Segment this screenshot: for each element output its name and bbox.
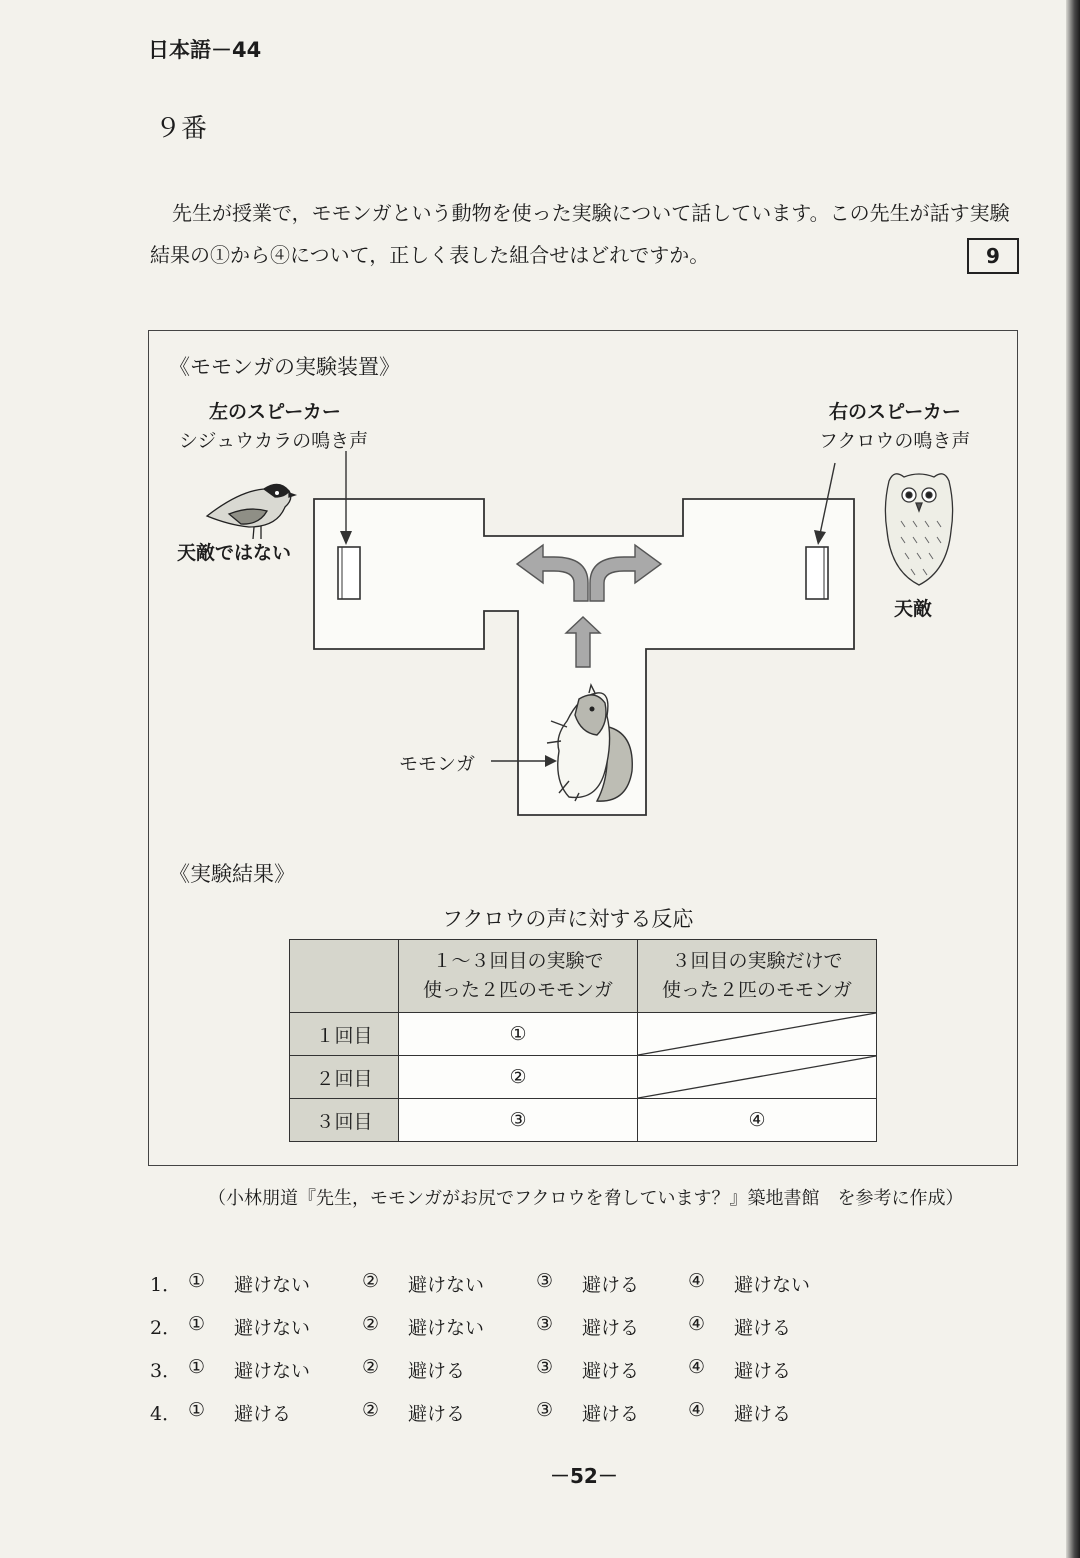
right-speaker-sound: フクロウの鳴き声 <box>819 430 971 452</box>
page-number: －52－ <box>550 1464 618 1488</box>
figure-box <box>148 330 1018 1166</box>
column-header-1: １～３回目の実験で 使った２匹のモモンガ <box>399 940 638 1013</box>
answer-number-box: 9 <box>967 238 1019 274</box>
column-header-2: ３回目の実験だけで 使った２匹のモモンガ <box>638 940 877 1013</box>
not-applicable-cell <box>638 1013 877 1056</box>
apparatus-title: 《モモンガの実験装置》 <box>169 355 400 379</box>
table-caption: フクロウの声に対する反応 <box>442 907 694 931</box>
right-speaker-icon <box>806 547 828 599</box>
table-row <box>290 1056 877 1099</box>
result-cell-3: ③ <box>399 1099 638 1142</box>
row-label: ３回目 <box>290 1099 399 1142</box>
table-row <box>290 1013 877 1056</box>
table-header-row <box>290 940 877 1013</box>
book-edge <box>1066 0 1080 1558</box>
source-citation: （小林朋道『先生，モモンガがお尻でフクロウを脅しています？』築地書館 を参考に作成） <box>208 1188 964 1209</box>
result-cell-1: ① <box>399 1013 638 1056</box>
question-prompt: 先生が授業で，モモンガという動物を使った実験について話しています。この先生が話す実験結果の①から④について，正しく表した組合せはどれですか。 <box>150 201 1010 267</box>
left-speaker-label: 左のスピーカー <box>209 401 341 423</box>
results-table <box>289 939 877 1142</box>
subject-header: 日本語－44 <box>148 38 262 62</box>
not-predator-label: 天敵ではない <box>177 542 292 564</box>
momonga-label: モモンガ <box>399 753 476 775</box>
result-cell-2: ② <box>399 1056 638 1099</box>
question-number: ９番 <box>155 114 208 144</box>
predator-label: 天敵 <box>894 598 933 620</box>
results-title: 《実験結果》 <box>169 862 295 886</box>
not-applicable-cell <box>638 1056 877 1099</box>
left-speaker-icon <box>338 547 360 599</box>
apparatus-diagram <box>149 331 1017 831</box>
table-corner-cell <box>290 940 399 1013</box>
result-cell-4: ④ <box>638 1099 877 1142</box>
tit-bird-icon <box>207 484 295 539</box>
left-speaker-sound: シジュウカラの鳴き声 <box>179 430 369 452</box>
row-label: ２回目 <box>290 1056 399 1099</box>
row-label: １回目 <box>290 1013 399 1056</box>
right-speaker-label: 右のスピーカー <box>829 401 961 423</box>
table-row <box>290 1099 877 1142</box>
owl-icon <box>885 474 952 585</box>
